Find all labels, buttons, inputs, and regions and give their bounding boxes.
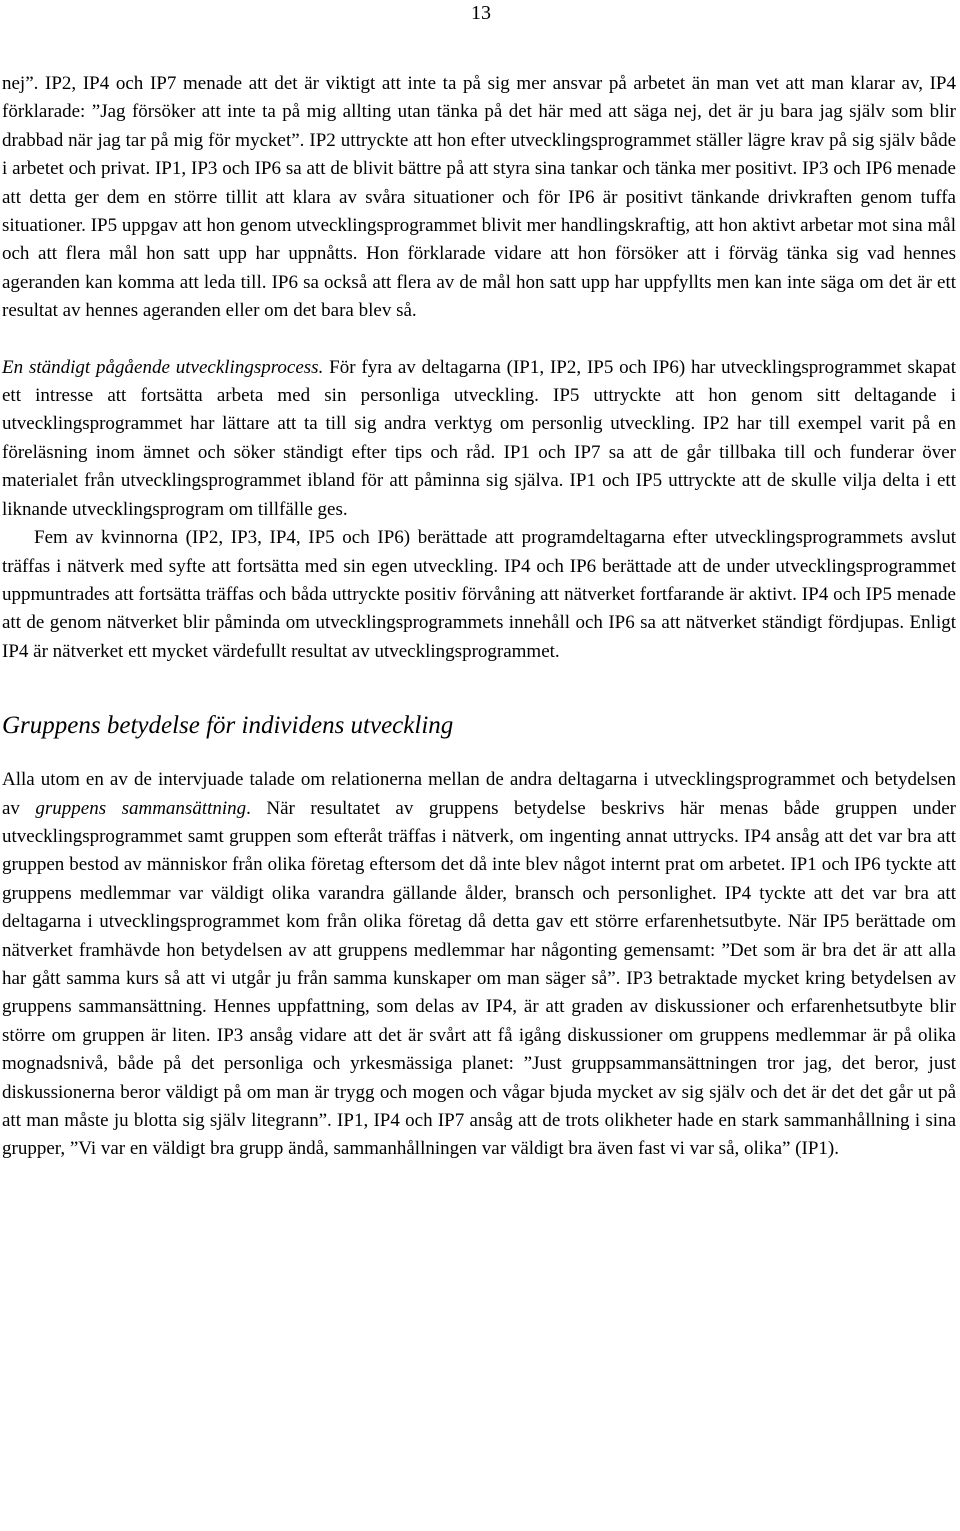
spacer xyxy=(2,666,956,710)
page-number: 13 xyxy=(471,2,491,24)
paragraph-4 xyxy=(2,766,956,1164)
spacer xyxy=(2,326,956,354)
paragraph-3: Fem av kvinnorna (IP2, IP3, IP4, IP5 och IP6) berättade att programdeltagarna efter utvecklingsprogrammets avslut träffas i nätverk med syfte att fortsätta med sin egen utveckling. IP4 och IP6 berättade att de under utvecklingsprogrammet uppmuntrades att fortsätta träffas och båda uttryckte positiv förvåning att nätverket fortfarande är aktivt. IP4 och IP5 menade att de genom nätverket blir påminda om utvecklingsprogrammets innehåll och IP6 sa att nätverket ständigt fördjupas. Enligt IP4 är nätverket ett mycket värdefullt resultat av utvecklingsprogrammet. xyxy=(2,527,956,662)
paragraph-4-text-a: Alla utom en av de intervjuade talade om relationerna mellan de andra deltagarna i utvecklingsprogrammet och betydelsen av xyxy=(2,769,956,819)
spacer xyxy=(2,742,956,766)
paragraph-2 xyxy=(2,354,956,524)
paragraph-2-text: För fyra av deltagarna (IP1, IP2, IP5 och IP6) har utvecklingsprogrammet skapat ett intresse att fortsätta arbeta med sin personliga utveckling. IP5 uttryckte att hon genom sitt deltagande i utvecklingsprogrammet har lättare att ta till sig andra verktyg om personlig utveckling. IP2 har till exempel varit på en föreläsning inom ämnet och söker ständigt efter tips och råd. IP1 och IP7 sa att de går tillbaka till och funderar över materialet från utvecklingsprogrammet ibland för att påminna sig själva. IP1 och IP5 uttryckte att de skulle vilja delta i ett liknande utvecklingsprogram om tillfälle ges. xyxy=(2,356,957,520)
paragraph-1: nej”. IP2, IP4 och IP7 menade att det är viktigt att inte ta på sig mer ansvar på arbetet än man vet att man klarar av, IP4 förklarade: ”Jag försöker att inte ta på mig allting utan tänka på det här med att säga nej, det är ju bara jag själv som blir drabbad när jag tar på mig för mycket”. IP2 uttryckte att hon efter utvecklingsprogrammet ställer lägre krav på sig själv både i arbetet och privat. IP1, IP3 och IP6 sa att de blivit bättre på att styra sina tankar och tänka mer positivt. IP3 och IP6 menade att detta ger dem en större tillit att klara av svåra situationer och för IP6 är positivt tänkande drivkraften genom tuffa situationer. IP5 uppgav att hon genom utvecklingsprogrammet blivit mer handlingskraftig, att hon aktivt arbetar mot sina mål och att flera mål hon satt upp har uppnåtts. Hon förklarade vidare att hon försöker att i förväg tänka sig vad hennes ageranden kan komma att leda till. IP6 sa också att flera av de mål hon satt upp har uppfyllts men kan inte säga om det är ett resultat av hennes ageranden eller om det bara blev så. xyxy=(2,73,956,322)
document-body xyxy=(2,70,956,1164)
paragraph-4-text-b: . När resultatet av gruppens betydelse beskrivs här menas både gruppen under utvecklingsprogrammet samt gruppen som efteråt träffas i nätverk, om ingenting annat uttrycks. IP4 ansåg att det var bra att gruppen bestod av människor från olika företag eftersom det då inte blev något internt prat om arbetet. IP1 och IP6 tyckte att gruppens medlemmar var väldigt olika varandra gällande ålder, bransch och personlighet. IP4 tyckte att det var bra att deltagarna i utvecklingsprogrammet kom från olika företag då detta gav ett större erfarenhetsutbyte. När IP5 berättade om nätverket framhävde hon betydelsen av att gruppens medlemmar har någonting gemensamt: ”Det som är bra det är att alla har gått samma kurs så att vi utgår ju från samma kunskaper om man säger så”. IP3 betraktade mycket kring betydelsen av gruppens sammansättning. Hennes uppfattning, som delas av IP4, är att graden av diskussioner och erfarenhetsutbyte blir större om gruppen är liten. IP3 ansåg vidare att det är svårt att få igång diskussioner om gruppens medlemmar är på olika mognadsnivå, både på det personliga och yrkesmässiga planet: ”Just gruppsammansättningen tror jag, det beror, just diskussionerna beror väldigt på om man är trygg och mogen och vågar bjuda mycket av sig själv och det är det det går ut på att man måste ju blotta sig själv litegrann”. IP1, IP4 och IP7 ansåg att de trots olikheter hade en stark sammanhållning i sina grupper, ”Vi var en väldigt bra grupp ändå, sammanhållningen var väldigt bra även fast vi var så, olika” (IP1). xyxy=(2,797,957,1160)
section-heading: Gruppens betydelse för individens utveckling xyxy=(2,712,454,740)
runin-heading: En ständigt pågående utvecklingsprocess. xyxy=(2,356,324,378)
paragraph-4-emphasis: gruppens sammansättning xyxy=(35,797,247,819)
